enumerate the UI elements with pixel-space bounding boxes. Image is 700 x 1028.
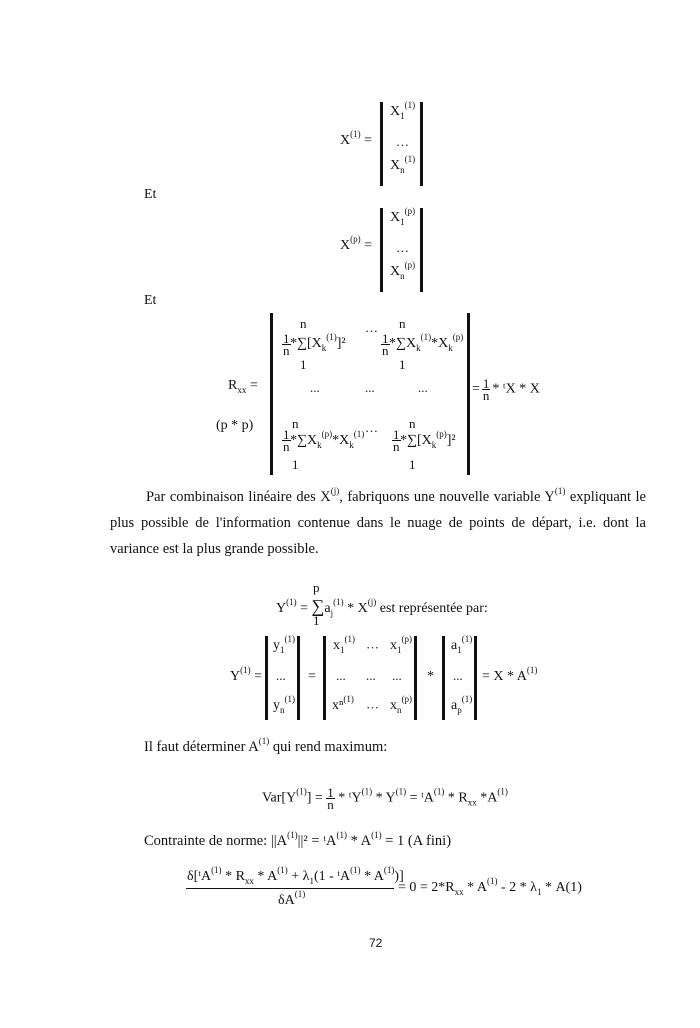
row1-dots: … [365,320,378,335]
mid-dots: ... [365,380,375,395]
maximize-statement: Il faut déterminer $A^{(1)}$ qui rend maximum: [144,736,388,755]
rxx-dimension: (p * p) [216,418,254,433]
derivative-rhs: = $0 = 2*R_{xx} * A^{(1)} - 2 * \lambda_1 * A(1)$ [398,876,582,897]
frac-1-over-n: $\frac{1}{n}$ [283,427,290,454]
sum-upper-n: n [409,416,416,431]
frac-1-over-n: $\frac{1}{n}$ [283,331,290,358]
y-def-equation: $Y^{(1)} = \sum a_j^{(1)} * X^{(j)}$ est représentée par: [276,596,488,618]
sum-lower-1: 1 [292,457,299,472]
variance-equation: $Var[Y^{(1)}]$ = $\frac{1}{n}$ * ᵗY$^{(1)}$ * $Y^{(1)}$ = ᵗA$^{(1)}$ * $R_{xx}$ $*A^{(1)}$ [262,785,508,812]
sum-lower-1: 1 [313,613,320,628]
rxx-entry-p1: $*\sum X_k^{(p)}*X_k^{(1)}$ [290,429,365,450]
left-bracket [380,102,383,186]
et-label-1: Et [144,187,157,202]
x-mat-row1-dots: ··· [366,640,379,655]
y-vec-dots: ... [276,668,286,683]
frac-1-over-n: $\frac{1}{n}$ [382,331,389,358]
right-bracket [297,636,300,720]
a-vec-p: $a_p^{(1)}$ [451,694,473,715]
norm-constraint: Contrainte de norme: $||A^{(1)}||^2$ = ᵗA$^{(1)}$ * $A^{(1)} = 1$ (A fini) [144,830,452,849]
x-mat-1p: $x_1^{(p)}$ [390,634,412,655]
rxx-entry-11: $*\sum[X_k^{(1)}]^2$ [290,332,346,353]
sum-lower-1: 1 [409,457,416,472]
left-bracket [442,636,445,720]
rxx-label: $R_{xx}$ = [228,378,258,395]
x-mat-dots: ... [366,668,376,683]
right-bracket [420,208,423,292]
product-star: * [427,669,434,684]
derivative-numerator: δ[ᵗA$^{(1)}$ * $R_{xx} * A^{(1)} + \lambda_1(1$ - ᵗA$^{(1)}$ * $A^{(1)}$)] [187,865,404,886]
x-mat-dots: ... [336,668,346,683]
left-bracket [270,313,273,475]
x-mat-11: $x_1^{(1)}$ [333,634,355,655]
y-matrix-rhs: = X * $A^{(1)}$ [482,665,538,684]
sum-lower-1: 1 [399,357,406,372]
paragraph-linear-combination: Par combinaison linéaire des $X^{(j)}$, fabriquons une nouvelle variable $Y^{(1)}$ expliquant le plus possible de l'information contenue dans le nuage de points de départ, i.e. dont la variance est la plus grande possible. [110,486,646,557]
et-label-2: Et [144,293,157,308]
xp-lhs: $X^{(p)}$ = [340,234,373,253]
x-mat-dots: ... [392,668,402,683]
y-lhs: $Y^{(1)}$ = [230,665,263,684]
x1-lhs: $X^{(1)}$ = [340,129,373,148]
a-vec-1: $a_1^{(1)}$ [451,634,473,655]
xp-row-1: $X_1^{(p)}$ [390,206,416,227]
fraction-bar [186,888,394,889]
rxx-rhs: = $\frac{1}{n}$ * ᵗX * X [472,376,540,403]
mid-dots: ... [310,380,320,395]
a-vec-dots: ... [453,668,463,683]
x-mat-np: $x_n^{(p)}$ [390,694,412,715]
right-bracket [474,636,477,720]
sum-upper-n: n [300,316,307,331]
right-bracket [414,636,417,720]
rowp-dots: … [365,420,378,435]
y-vec-1: $y_1^{(1)}$ [273,634,295,655]
rxx-entry-1p: $*\sum X_k^{(1)}*X_k^{(p)}$ [389,332,464,353]
sum-upper-n: n [399,316,406,331]
left-bracket [323,636,326,720]
left-bracket [265,636,268,720]
x-mat-n1: xⁿ$^{(1)}$ [332,694,354,713]
equals-sign: = [308,669,316,684]
right-bracket [467,313,470,475]
x1-row-dots: … [396,134,409,149]
xp-row-n: $X_n^{(p)}$ [390,260,416,281]
sum-upper-n: n [292,416,299,431]
xp-row-dots: … [396,240,409,255]
mid-dots: ... [418,380,428,395]
x1-row-1: $X_1^{(1)}$ [390,100,416,121]
left-bracket [380,208,383,292]
frac-1-over-n: $\frac{1}{n}$ [393,427,400,454]
x-mat-rown-dots: ··· [366,700,379,715]
sum-lower-1: 1 [300,357,307,372]
rxx-entry-pp: $*\sum[X_k^{(p)}]^2$ [400,429,456,450]
page-number: 72 [369,936,383,950]
y-vec-n: $y_n^{(1)}$ [273,694,295,715]
sum-upper-p: p [313,580,320,595]
right-bracket [420,102,423,186]
x1-row-n: $X_n^{(1)}$ [390,154,416,175]
derivative-denominator: $\delta A^{(1)}$ [278,889,306,908]
